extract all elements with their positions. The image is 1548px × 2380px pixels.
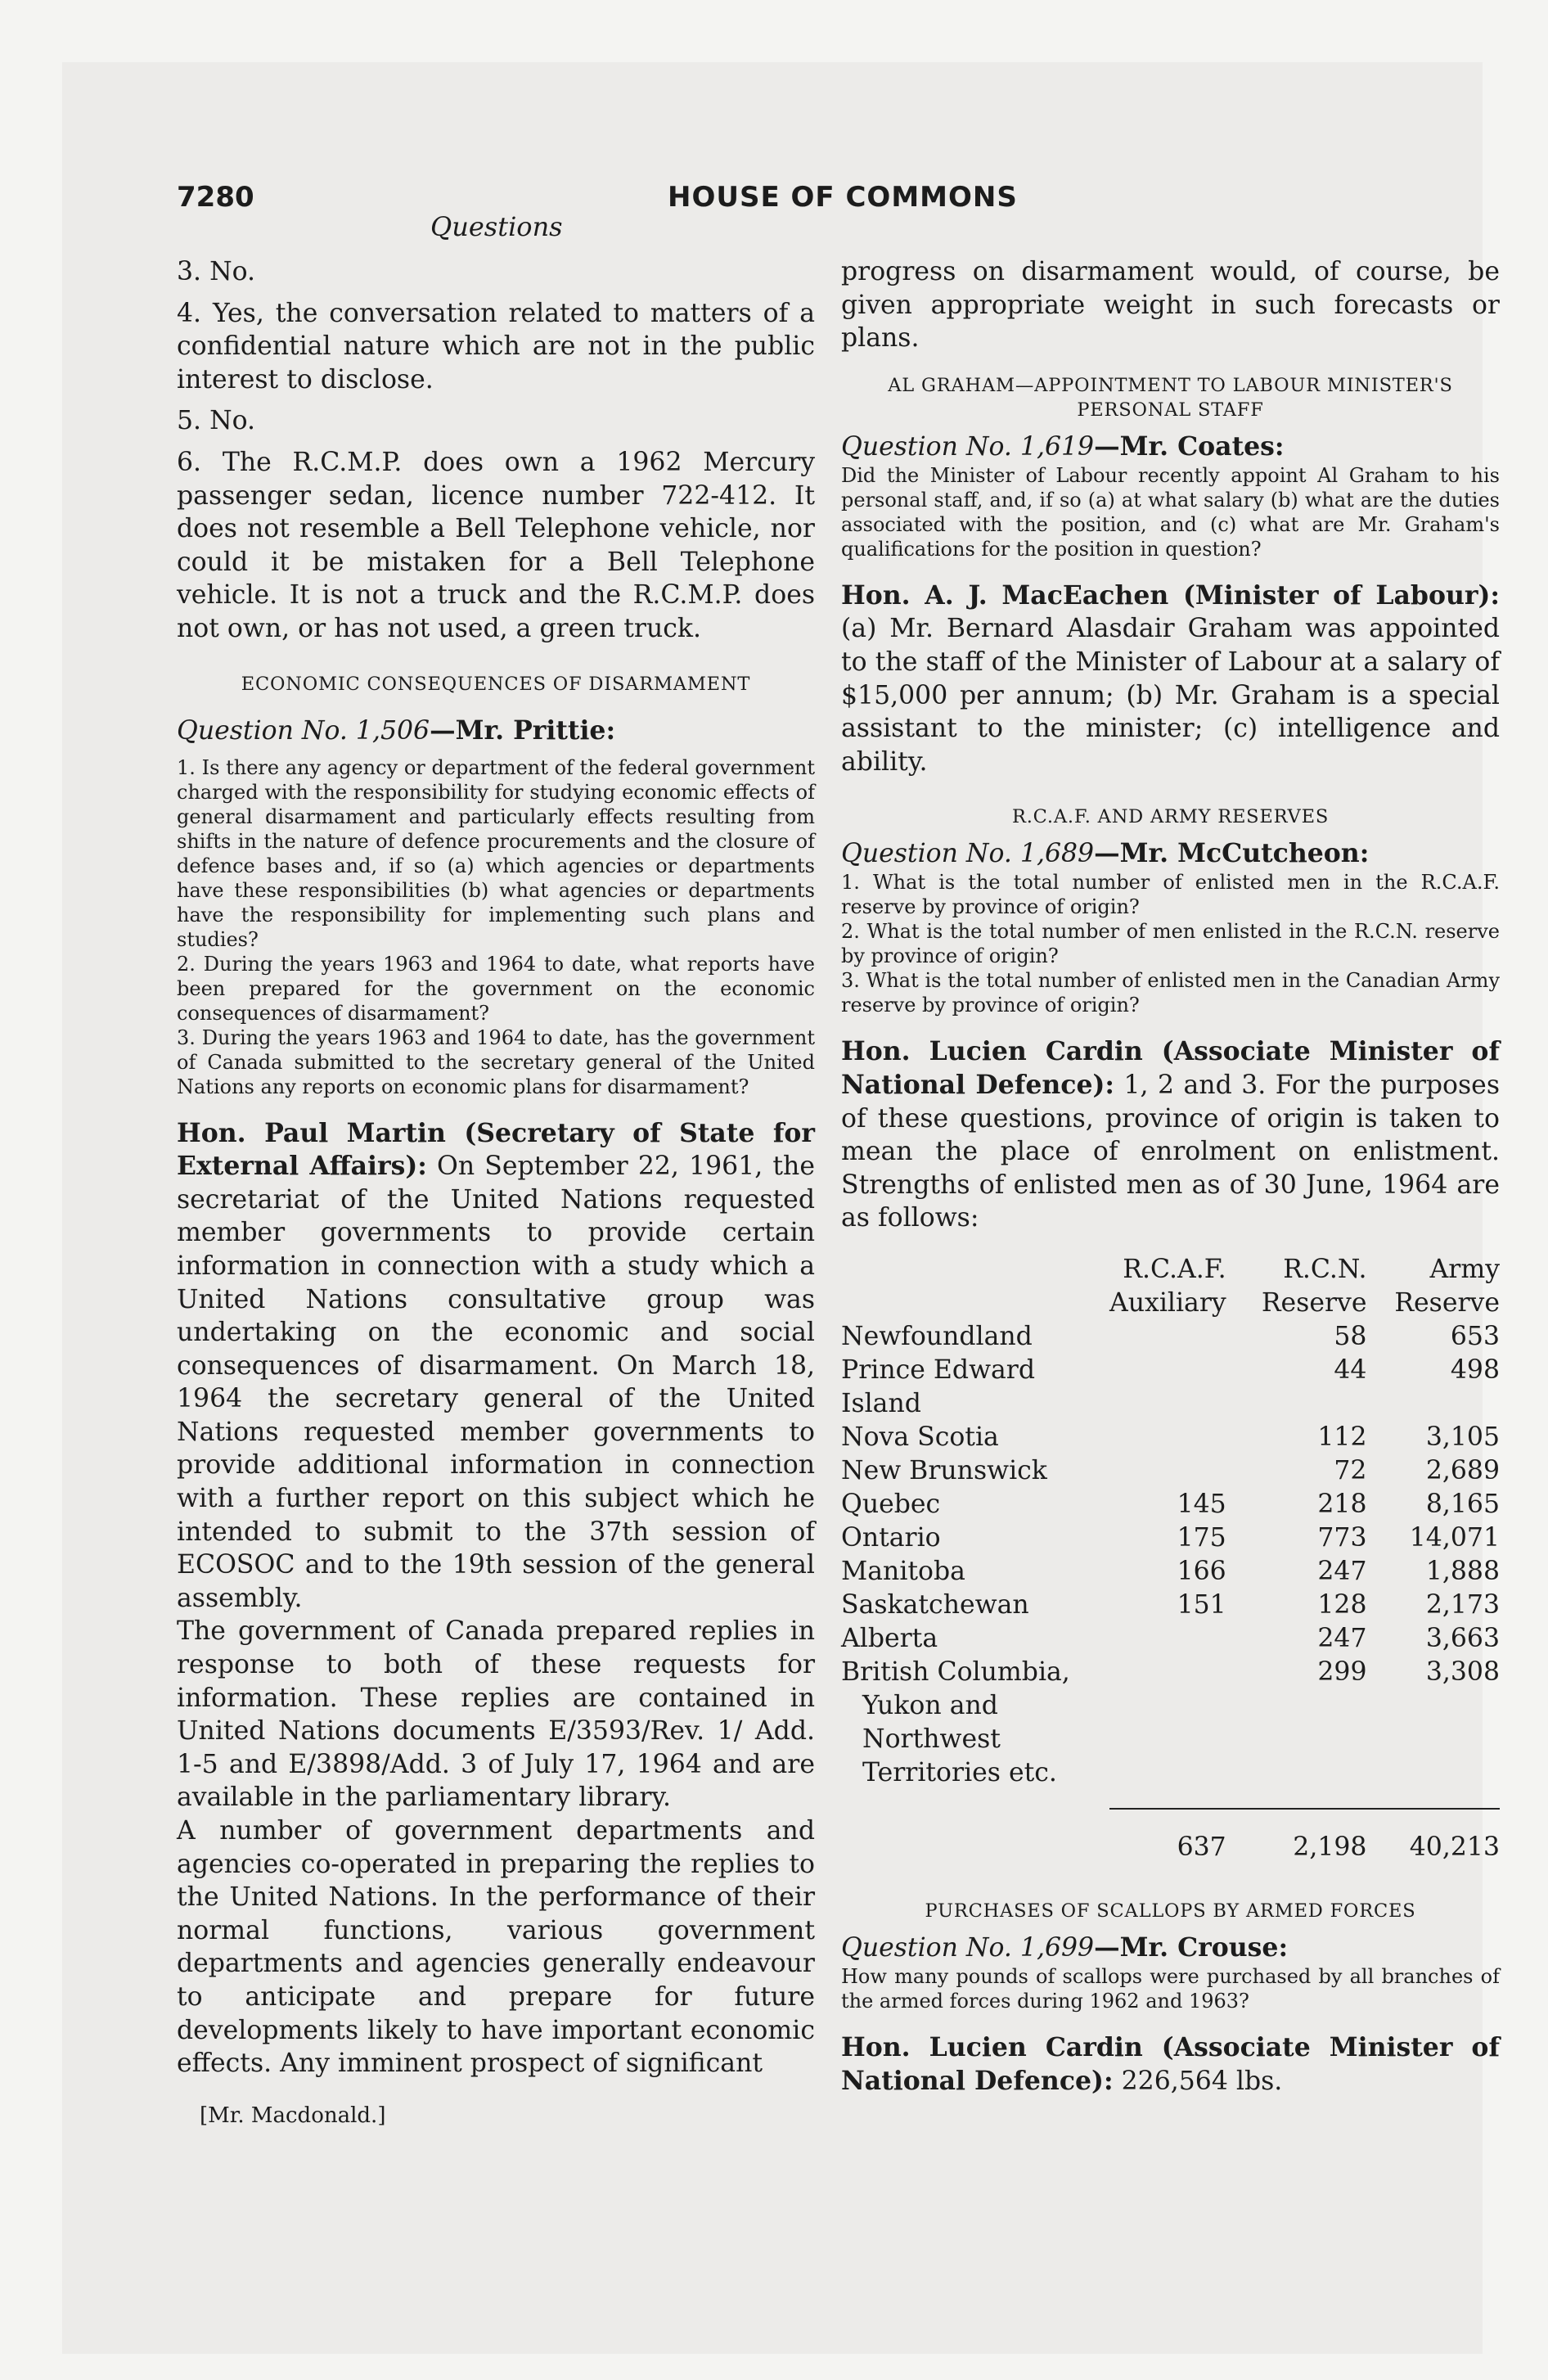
section-subtitle: Questions (430, 211, 563, 242)
table-row-continued (841, 1689, 1500, 1756)
army-value: 3,105 (1425, 1422, 1500, 1452)
rcaf-value: 175 (1177, 1522, 1226, 1553)
rcaf-heading: R.C.A.F. AND ARMY RESERVES (1011, 806, 1330, 828)
rcaf-value (1109, 1354, 1226, 1421)
rcaf-value (1109, 1454, 1226, 1488)
rcn-value: 247 (1317, 1556, 1367, 1586)
question-asker: —Mr. Coates: (1094, 430, 1285, 462)
table-row (841, 1320, 1500, 1354)
table-row (841, 1354, 1500, 1421)
table-row (841, 1656, 1500, 1689)
speaker-name: Hon. Lucien Cardin (Associate Minister of National Defence): (841, 1036, 1500, 1100)
header-auxiliary: Auxiliary (1109, 1287, 1226, 1318)
province-name: British Columbia, (841, 1657, 1070, 1687)
header-army: Army (1429, 1254, 1500, 1284)
answer-4: 4. Yes, the conversation related to matters of a confidential nature which are not in the public interest to disclose. (177, 298, 815, 394)
province-name: Quebec (841, 1489, 941, 1519)
disarmament-q3: 3. During the years 1963 and 1964 to date, has the government of Canada submitted to the secretary general of the United Nations any reports on economic plans for disarmament? (177, 1025, 815, 1098)
table-row (841, 1589, 1500, 1622)
army-value: 1,888 (1425, 1556, 1500, 1586)
page-header: HOUSE OF COMMONS (668, 181, 1018, 214)
table-row (841, 1488, 1500, 1521)
speaker-name: Hon. A. J. MacEachen (Minister of Labour): (841, 579, 1500, 611)
rcn-value: 299 (1317, 1657, 1367, 1687)
reserve-strength-table (841, 1253, 1500, 1864)
table-row (841, 1555, 1500, 1589)
graham-heading: AL GRAHAM—APPOINTMENT TO LABOUR MINISTER'S PERSONAL STAFF (888, 374, 1453, 421)
question-number: Question No. 1,619 (841, 431, 1095, 462)
question-number: Question No. 1,506 (177, 715, 430, 746)
table-row (841, 1454, 1500, 1488)
answer-text: (a) Mr. Bernard Alasdair Graham was appointed to the staff of the Minister of Labour at a salary of $15,000 per annum; (b) Mr. Graham is a special assistant to the minister; (c) intelligence and ability. (841, 614, 1500, 777)
question-asker: —Mr. Prittie: (430, 714, 616, 746)
question-asker: —Mr. McCutcheon: (1094, 838, 1370, 869)
disarmament-q1: 1. Is there any agency or department of the federal government charged with the responsibility for studying economic effects of general disarmament and particularly effects resulting from shifts in the nature of defence procurements and the closure of defence bases and, if so (a) which agencies or departments have these responsibilities (b) what agencies or departments have the responsibility for implementing such plans and studies? (177, 755, 815, 951)
army-value: 2,173 (1425, 1589, 1500, 1620)
scallops-question-line (841, 1931, 1500, 1964)
rcn-value: 44 (1334, 1355, 1367, 1385)
rcn-value: 128 (1317, 1589, 1367, 1620)
header-reserve: Reserve (1394, 1287, 1500, 1318)
table-header-row-1 (841, 1253, 1500, 1287)
total-rcn: 2,198 (1293, 1832, 1367, 1862)
left-column (177, 255, 815, 2080)
rcaf-value (1109, 1421, 1226, 1454)
table-row (841, 1622, 1500, 1656)
graham-question: Did the Minister of Labour recently appoint Al Graham to his personal staff, and, if so (a) at what salary (b) what are the duties associated with the position, and (c) what are Mr. Graham's qualifications for the position in question? (841, 463, 1500, 561)
rcaf-value (1109, 1320, 1226, 1354)
answer-6: 6. The R.C.M.P. does own a 1962 Mercury passenger sedan, licence number 722-412. It does not resemble a Bell Telephone vehicle, nor could it be mistaken for a Bell Telephone vehicle. It is not a truck and the R.C.M.P. does not own, or has not used, a green truck. (177, 447, 815, 643)
army-value: 8,165 (1425, 1489, 1500, 1519)
rcaf-value (1109, 1622, 1226, 1656)
header-rcn: R.C.N. (1283, 1254, 1367, 1284)
army-value: 653 (1450, 1321, 1500, 1351)
province-name: Prince Edward Island (841, 1355, 1036, 1418)
graham-answer (841, 579, 1500, 779)
disarmament-heading: ECONOMIC CONSEQUENCES OF DISARMAMENT (241, 673, 751, 695)
answer-text: 226,564 lbs. (1121, 2066, 1283, 2096)
rcaf-q1: 1. What is the total number of enlisted men in the R.C.A.F. reserve by province of origin? (841, 871, 1500, 919)
answer-5: 5. No. (177, 406, 256, 436)
page-number: 7280 (177, 181, 254, 214)
army-value: 14,071 (1409, 1522, 1500, 1553)
army-value: 498 (1450, 1355, 1500, 1385)
table-row-continued (841, 1756, 1500, 1790)
totals-row (841, 1814, 1500, 1864)
answer-3: 3. No. (177, 257, 256, 286)
cardin-answer (841, 1035, 1500, 1235)
army-value: 3,663 (1425, 1623, 1500, 1653)
province-name: Nova Scotia (841, 1422, 999, 1452)
total-rule (841, 1809, 1500, 1814)
graham-question-line (841, 430, 1500, 463)
answer-text: On September 22, 1961, the secretariat of the United Nations requested member governments to provide certain information in connection with a study which a United Nations consultative group was undertaking on the economic and social consequences of disarmament. On March 18, 1964 the secretary general of the United Nations requested member governments to provide additional information in connection with a further report on this subject which he intended to submit to the 37th session of ECOSOC and to the 19th session of the general assembly. (177, 1152, 815, 1613)
rcaf-q2: 2. What is the total number of men enlisted in the R.C.N. reserve by province of origin? (841, 920, 1500, 968)
right-column (841, 255, 1500, 2098)
speaker-name: Hon. Paul Martin (Secretary of State for External Affairs): (177, 1117, 815, 1182)
army-value: 2,689 (1425, 1455, 1500, 1485)
army-value: 3,308 (1425, 1657, 1500, 1687)
rcaf-q3: 3. What is the total number of enlisted men in the Canadian Army reserve by province of origin? (841, 969, 1500, 1017)
rcn-value: 247 (1317, 1623, 1367, 1653)
table-header-row-2 (841, 1287, 1500, 1320)
province-name-continued: Yukon and Northwest (862, 1690, 1001, 1754)
scallops-heading: PURCHASES OF SCALLOPS BY ARMED FORCES (925, 1900, 1416, 1922)
scallops-answer (841, 2031, 1500, 2098)
rcn-value: 72 (1334, 1455, 1367, 1485)
question-asker: —Mr. Crouse: (1094, 1931, 1289, 1963)
question-number: Question No. 1,689 (841, 839, 1095, 869)
speaker-name: Hon. Lucien Cardin (Associate Minister of National Defence): (841, 2031, 1500, 2096)
footer-note: [Mr. Macdonald.] (200, 2103, 386, 2128)
rcaf-value (1109, 1656, 1226, 1689)
rcn-value: 218 (1317, 1489, 1367, 1519)
disarmament-q2: 2. During the years 1963 and 1964 to date, what reports have been prepared for the government on the economic consequences of disarmament? (177, 952, 815, 1025)
rcaf-value: 166 (1177, 1556, 1226, 1586)
province-name-continued: Territories etc. (862, 1757, 1057, 1787)
table-row (841, 1421, 1500, 1454)
answer-text: 1, 2 and 3. For the purposes of these questions, province of origin is taken to mean the place of enrolment on enlistment. Strengths of enlisted men as of 30 June, 1964 are as follows: (841, 1070, 1500, 1233)
province-name: New Brunswick (841, 1455, 1047, 1485)
rcaf-question-line (841, 837, 1500, 870)
total-rcaf: 637 (1177, 1832, 1226, 1862)
rcn-value: 58 (1334, 1321, 1367, 1351)
header-rcaf: R.C.A.F. (1123, 1254, 1226, 1284)
province-name: Saskatchewan (841, 1589, 1029, 1620)
rcn-value: 112 (1317, 1422, 1367, 1452)
header-reserve: Reserve (1261, 1287, 1367, 1318)
province-name: Alberta (841, 1623, 938, 1653)
rcaf-value: 145 (1177, 1489, 1226, 1519)
running-header (177, 181, 1494, 217)
table-row (841, 1521, 1500, 1555)
disarmament-question-line (177, 714, 815, 747)
province-name: Ontario (841, 1522, 941, 1553)
continuation-text: progress on disarmament would, of course, be given appropriate weight in such forecasts or plans. (841, 257, 1500, 354)
martin-answer-1 (177, 1117, 815, 1616)
scallops-question: How many pounds of scallops were purchased by all branches of the armed forces during 1962 and 1963? (841, 1964, 1500, 2013)
rcaf-value: 151 (1177, 1589, 1226, 1620)
province-name: Newfoundland (841, 1321, 1033, 1351)
total-army: 40,213 (1409, 1832, 1500, 1862)
martin-answer-2: The government of Canada prepared replies in response to both of these requests for information. These replies are contained in United Nations documents E/3593/Rev. 1/ Add. 1-5 and E/3898/Add. 3 of July 17, 1964 and are available in the parliamentary library. (177, 1616, 815, 1813)
question-number: Question No. 1,699 (841, 1932, 1095, 1963)
martin-answer-3: A number of government departments and agencies co-operated in preparing the replies to the United Nations. In the performance of their normal functions, various government departments and agencies generally endeavour to anticipate and prepare for future developments likely to have important economic effects. Any imminent prospect of significant (177, 1816, 815, 2079)
rcn-value: 773 (1317, 1522, 1367, 1553)
page (62, 62, 1500, 2354)
province-name: Manitoba (841, 1556, 965, 1586)
